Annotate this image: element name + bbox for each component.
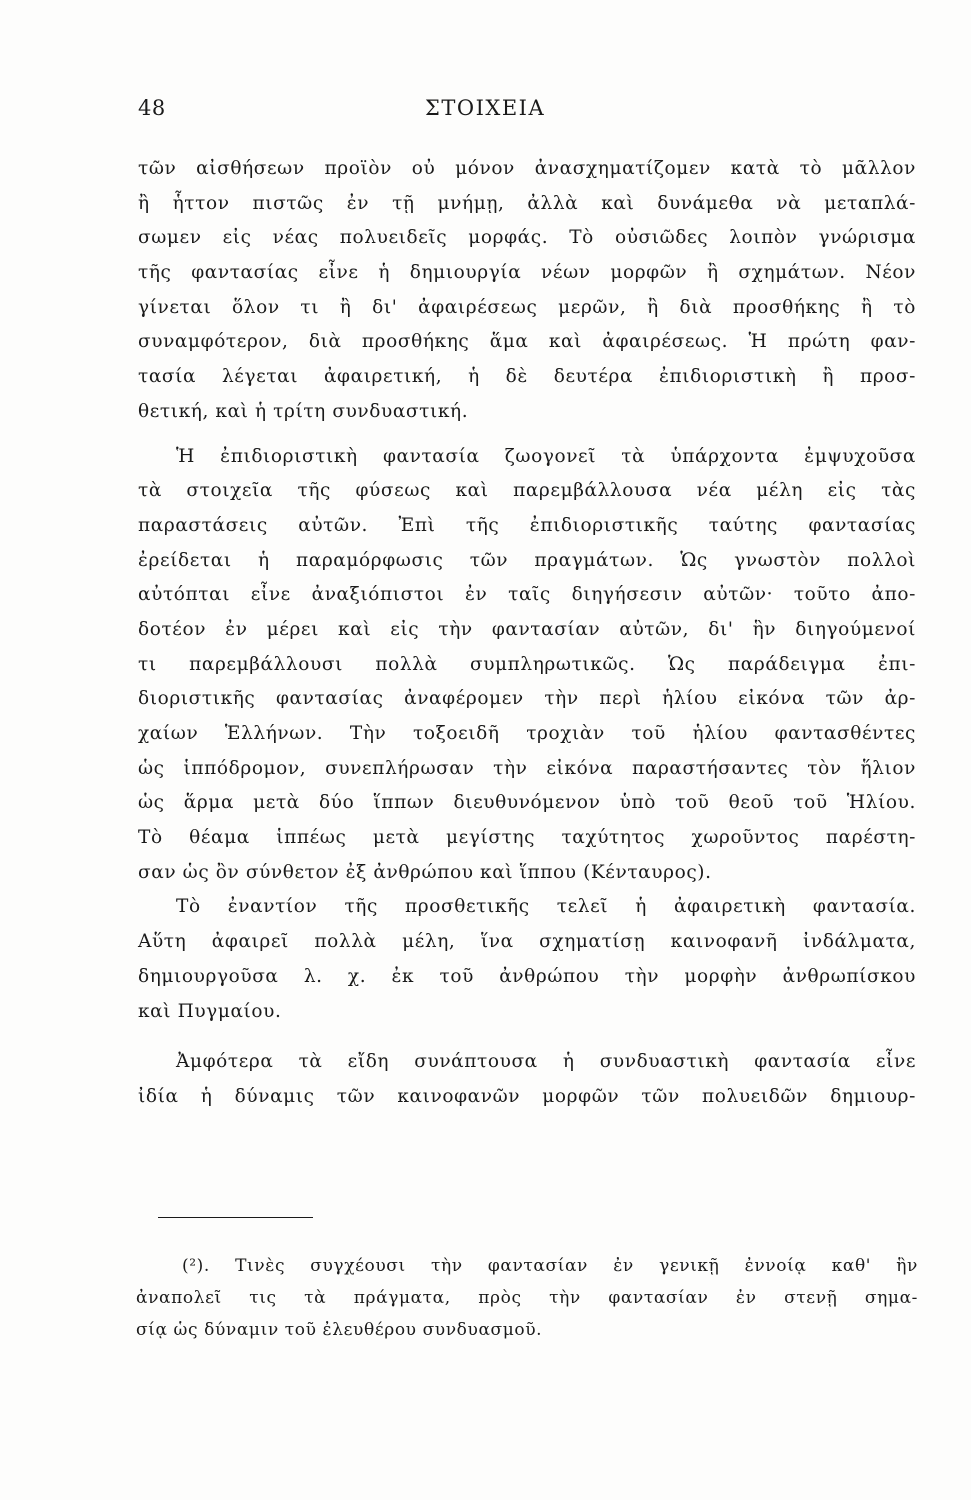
- footnote-line: (²). Τινὲς συγχέουσι τὴν φαντασίαν ἐν γενικῇ ἐννοίᾳ καθ' ἣν: [182, 1256, 918, 1276]
- footnote-line: σίᾳ ὡς δύναμιν τοῦ ἐλευθέρου συνδυασμοῦ.: [136, 1320, 543, 1340]
- text-line: ἐρείδεται ἡ παραμόρφωσις τῶν πραγμάτων. Ὡς γνωστὸν πολλοὶ: [138, 549, 916, 571]
- paragraph-3: [138, 890, 916, 1029]
- text-line: δοτέον ἐν μέρει καὶ εἰς τὴν φαντασίαν αὐτῶν, δι' ἣν διηγούμενοί: [138, 618, 916, 640]
- text-line: χαίων Ἑλλήνων. Τὴν τοξοειδῆ τροχιὰν τοῦ ἡλίου φαντασθέντες: [138, 723, 916, 744]
- text-line: ἢ ἧττον πιστῶς ἐν τῇ μνήμῃ, ἀλλὰ καὶ δυνάμεθα νὰ μεταπλά-: [138, 192, 916, 214]
- text-line: καὶ Πυγμαίου.: [138, 1000, 282, 1022]
- text-line: συναμφότερον, διὰ προσθήκης ἅμα καὶ ἀφαιρέσεως. Ἡ πρώτη φαν-: [138, 331, 916, 353]
- paragraph-2: [138, 440, 916, 891]
- text-line: τι παρεμβάλλουσι πολλὰ συμπληρωτικῶς. Ὡς παράδειγμα ἐπι-: [138, 653, 916, 675]
- text-line: γίνεται ὅλον τι ἢ δι' ἀφαιρέσεως μερῶν, ἢ διὰ προσθήκης ἢ τὸ: [138, 296, 916, 318]
- text-line: Τὸ ἐναντίον τῆς προσθετικῆς τελεῖ ἡ ἀφαιρετικὴ φαντασία.: [176, 896, 916, 918]
- footnote-line: ἀναπολεῖ τις τὰ πράγματα, πρὸς τὴν φαντασίαν ἐν στενῇ σημα-: [136, 1288, 918, 1308]
- text-line: τασία λέγεται ἀφαιρετική, ἡ δὲ δευτέρα ἐπιδιοριστικὴ ἢ προσ-: [138, 366, 916, 388]
- text-line: διοριστικῆς φαντασίας ἀναφέρομεν τὴν περὶ ἡλίου εἰκόνα τῶν ἀρ-: [138, 688, 916, 710]
- text-line: θετική, καὶ ἡ τρίτη συνδυαστική.: [138, 400, 469, 422]
- text-line: τῆς φαντασίας εἶνε ἡ δημιουργία νέων μορφῶν ἢ σχημάτων. Νέον: [138, 262, 916, 284]
- footnote-divider: [158, 1217, 313, 1218]
- text-line: ἰδία ἡ δύναμις τῶν καινοφανῶν μορφῶν τῶν πολυειδῶν δημιουρ-: [138, 1085, 916, 1107]
- text-line: Τὸ θέαμα ἱππέως μετὰ μεγίστης ταχύτητος χωροῦντος παρέστη-: [138, 827, 916, 849]
- body-text: [138, 152, 916, 1115]
- text-line: δημιουργοῦσα λ. χ. ἐκ τοῦ ἀνθρώπου τὴν μορφὴν ἀνθρωπίσκου: [138, 965, 916, 987]
- text-line: Ἀμφότερα τὰ εἴδη συνάπτουσα ἡ συνδυαστικὴ φαντασία εἶνε: [176, 1051, 916, 1073]
- text-line: Ἡ ἐπιδιοριστικὴ φαντασία ζωογονεῖ τὰ ὑπάρχοντα ἐμψυχοῦσα: [176, 445, 916, 467]
- page-number: 48: [138, 96, 166, 120]
- text-line: αὐτόπται εἶνε ἀναξιόπιστοι ἐν ταῖς διηγήσεσιν αὐτῶν· τοῦτο ἀπο-: [138, 584, 916, 606]
- text-line: σωμεν εἰς νέας πολυειδεῖς μορφάς. Τὸ οὐσιῶδες λοιπὸν γνώρισμα: [138, 227, 916, 249]
- text-line: Αὕτη ἀφαιρεῖ πολλὰ μέλη, ἵνα σχηματίσῃ καινοφανῆ ἰνδάλματα,: [138, 931, 916, 953]
- paragraph-4: [138, 1045, 916, 1114]
- page-header: [135, 96, 915, 128]
- text-line: ὡς ἱππόδρομον, συνεπλήρωσαν τὴν εἰκόνα παραστήσαντες τὸν ἥλιον: [138, 757, 916, 779]
- running-title: ΣΤΟΙΧΕΙΑ: [425, 96, 546, 120]
- text-line: τῶν αἰσθήσεων προϊὸν οὐ μόνον ἀνασχηματίζομεν κατὰ τὸ μᾶλλον: [138, 158, 916, 179]
- text-line: τὰ στοιχεῖα τῆς φύσεως καὶ παρεμβάλλουσα νέα μέλη εἰς τὰς: [138, 480, 916, 502]
- text-line: παραστάσεις αὐτῶν. Ἐπὶ τῆς ἐπιδιοριστικῆς ταύτης φαντασίας: [138, 514, 916, 536]
- text-line: ὡς ἅρμα μετὰ δύο ἵππων διευθυνόμενον ὑπὸ τοῦ θεοῦ τοῦ Ἡλίου.: [138, 792, 916, 814]
- paragraph-1: [138, 152, 916, 430]
- text-line: σαν ὡς ὂν σύνθετον ἐξ ἀνθρώπου καὶ ἵππου (Κένταυρος).: [138, 861, 712, 883]
- footnote: [136, 1250, 918, 1346]
